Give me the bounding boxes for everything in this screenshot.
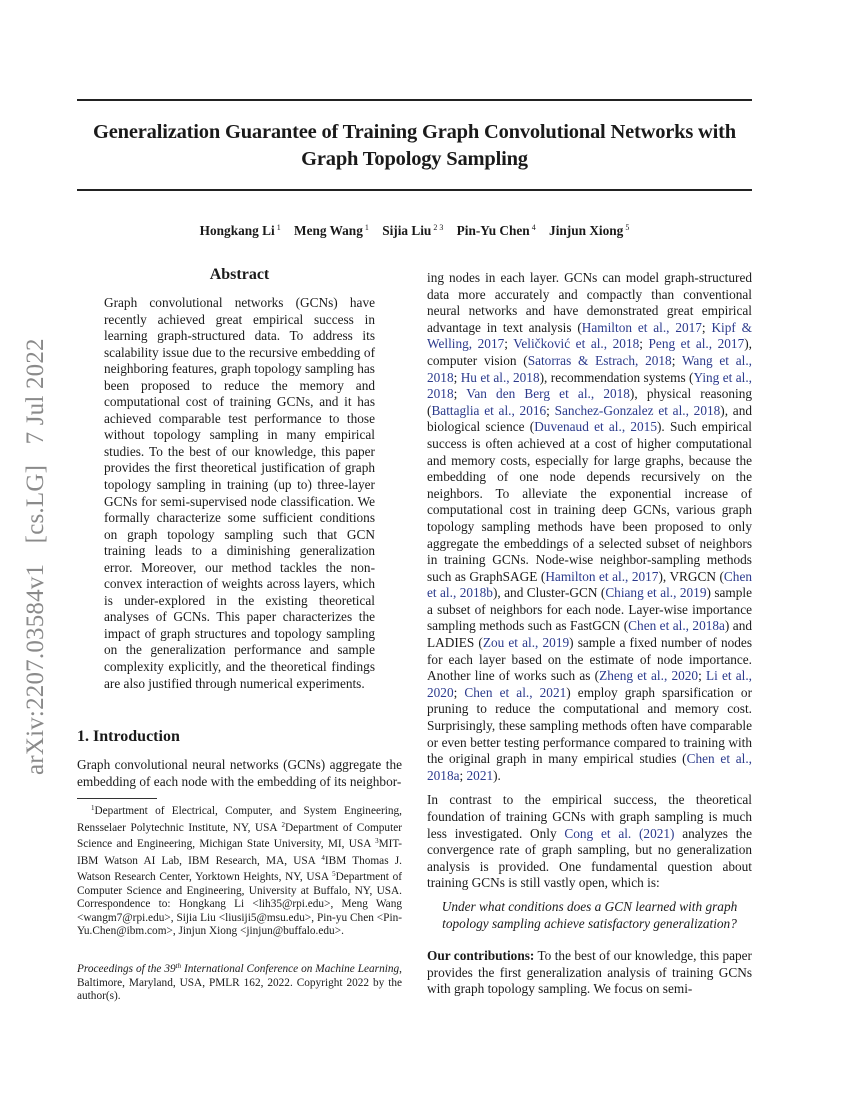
- author-name: Meng Wang: [294, 223, 363, 238]
- author-affiliation-mark: 1: [364, 223, 369, 232]
- arxiv-category: [cs.LG]: [22, 464, 49, 544]
- author-name: Sijia Liu: [382, 223, 432, 238]
- title-line-1: Generalization Guarantee of Training Graph Convolutional Networks with: [93, 121, 736, 143]
- footnote-rule: [77, 798, 157, 799]
- intro-paragraph-1: ing nodes in each layer. GCNs can model graph-structured data more accurately and compactly than conventional neural networks and have demonstrated great empirical advantage in text analysis (Hamilton et al., 2017; Kipf & Welling, 2017; Veličković et al., 2018; Peng et al., 2017), computer vision (Satorras & Estrach, 2018; Wang et al., 2018; Hu et al., 2018), recommendation systems (Ying et al., 2018; Van den Berg et al., 2018), physical reasoning (Battaglia et al., 2016; Sanchez-Gonzalez et al., 2018), and biological science (Duvenaud et al., 2015). Such empirical success is often achieved at a cost of higher computational and memory costs, especially for large graphs, because the embedding of one node depends recursively on the neighbors. To alleviate the exponential increase of computational cost in training deep GCNs, various graph topology sampling methods have been proposed to only aggregate the embeddings of a selected subset of neighbors in training GCNs. Node-wise neighbor-sampling methods such as GraphSAGE (Hamilton et al., 2017), VRGCN (Chen et al., 2018b), and Cluster-GCN (Chiang et al., 2019) sample a subset of neighbors for each node. Layer-wise importance sampling methods such as FastGCN (Chen et al., 2018a) and LADIES (Zou et al., 2019) sample a fixed number of nodes for each layer based on the estimate of node importance. Another line of works such as (Zheng et al., 2020; Li et al., 2020; Chen et al., 2021) employ graph sparsification or pruning to reduce the computational and memory cost. Surprisingly, these sampling methods often have comparable or even better testing performance compared to training with the original graph in many empirical studies (Chen et al., 2018a; 2021).: [427, 270, 753, 783]
- proceedings-venue: [77, 963, 399, 975]
- author-affiliation-mark: 5: [625, 223, 630, 232]
- paper-title: [77, 119, 752, 173]
- author-affiliation-mark: 4: [531, 223, 536, 232]
- author-affiliation-mark: 2 3: [433, 223, 444, 232]
- affiliation-text: MIT-IBM Watson AI Lab, IBM Research, MA, USA: [77, 838, 402, 867]
- citation-link[interactable]: Zou et al., 2019: [482, 635, 570, 651]
- citation-link[interactable]: Chen et al., 2021: [464, 684, 567, 700]
- affiliation-text: IBM Thomas J. Watson Research Center, Yorktown Heights, NY, USA: [77, 854, 402, 884]
- citation-link[interactable]: Chen et al., 2018a: [628, 618, 725, 634]
- citation-link[interactable]: Wang et al., 2018: [427, 352, 752, 385]
- proceedings-details: , Baltimore, Maryland, USA, PMLR 162, 2022. Copyright 2022 by the author(s).: [77, 963, 402, 1003]
- author-affiliation-mark: 1: [276, 223, 281, 232]
- author-name: Hongkang Li: [199, 223, 275, 238]
- arxiv-stamp[interactable]: [20, 305, 52, 775]
- citation-link[interactable]: Hamilton et al., 2017: [581, 319, 702, 335]
- citation-link[interactable]: Van den Berg et al., 2018: [466, 386, 630, 402]
- affiliation-mark: 4: [321, 853, 325, 862]
- contributions-text: To the best of our knowledge, this paper provides the first generalization analysis of training GCNs with graph topology sampling. We focus on semi-: [427, 948, 752, 997]
- affiliation-text: Department of Computer Science and Engineering, University at Buffalo, NY, USA.: [77, 871, 402, 897]
- proceedings-text: International Conference on Machine Learning: [181, 963, 400, 975]
- abstract-heading: Abstract: [209, 266, 270, 283]
- citation-link[interactable]: Ying et al., 2018: [427, 369, 752, 402]
- citation-link[interactable]: Sanchez-Gonzalez et al., 2018: [554, 402, 721, 418]
- contributions-label: Our contributions:: [427, 948, 535, 963]
- citation-link[interactable]: Battaglia et al., 2016: [431, 402, 547, 418]
- citation-link[interactable]: Veličković et al., 2018: [513, 336, 640, 352]
- affiliation-mark: 3: [375, 837, 379, 846]
- author-name: Jinjun Xiong: [549, 223, 624, 238]
- proceedings-note: [77, 960, 402, 1004]
- author: [294, 223, 369, 238]
- author: [382, 223, 443, 238]
- affiliation-mark: 5: [332, 870, 336, 879]
- citation-link[interactable]: Hu et al., 2018: [460, 369, 540, 385]
- affiliation-mark: 1: [91, 804, 95, 812]
- citation-link[interactable]: Kipf & Welling, 2017: [427, 319, 752, 352]
- affiliations: [77, 805, 402, 897]
- citation-link[interactable]: Zheng et al., 2020: [599, 668, 699, 684]
- section-heading-introduction: 1. Introduction: [77, 728, 180, 745]
- citation-link[interactable]: Satorras & Estrach, 2018: [527, 352, 672, 368]
- affiliation-text: Department of Computer Science and Engineering, Michigan State University, MI, USA: [77, 821, 402, 851]
- citation-link[interactable]: Duvenaud et al., 2015: [534, 419, 657, 435]
- proceedings-text: Proceedings of the 39: [77, 963, 176, 975]
- title-bottom-rule: [77, 189, 752, 191]
- research-question: Under what conditions does a GCN learned with graph topology sampling achieve satisfactory generalization?: [441, 899, 738, 931]
- author: [200, 223, 281, 238]
- contributions-paragraph: [427, 948, 752, 998]
- title-top-rule: [77, 99, 752, 101]
- citation-link[interactable]: Chiang et al., 2019: [605, 585, 707, 601]
- author: [457, 223, 536, 238]
- title-line-2: Graph Topology Sampling: [301, 148, 528, 170]
- ordinal-suffix: th: [175, 962, 182, 970]
- citation-link[interactable]: Chen et al., 2018b: [427, 568, 752, 601]
- right-column: [427, 270, 752, 900]
- abstract-body: Graph convolutional networks (GCNs) have recently achieved great empirical success in learning graph-structured data. To address its scalability issue due to the recursive embedding of neighboring features, graph topology sampling has been proposed to reduce the memory and computational cost of training GCNs, and it has achieved comparable test performance to those without topology sampling in many empirical studies. To the best of our knowledge, this paper provides the first theoretical justification of graph topology sampling in training (up to) three-layer GCNs for semi-supervised node classification. We formally characterize some sufficient conditions on graph topology sampling such that GCN training leads to a diminishing generalization error. Moreover, our method tackles the non-convex interaction of weights across layers, which is under-explored in the existing theoretical analyses of GCNs. This paper characterizes the impact of graph structures and topology sampling on the generalization performance and sample complexity explicitly, and the theoretical findings are also justified through numerical experiments.: [104, 295, 375, 691]
- affiliation-text: Department of Electrical, Computer, and System Engineering, Rensselaer Polytechnic Institute, NY, USA: [77, 805, 402, 834]
- citation-link[interactable]: Chen et al., 2018a: [427, 751, 753, 783]
- citation-link[interactable]: Peng et al., 2017: [648, 336, 745, 352]
- citation-link[interactable]: Hamilton et al., 2017: [545, 568, 659, 584]
- citation-link[interactable]: 2021: [466, 767, 494, 783]
- arxiv-date: 7 Jul 2022: [22, 338, 49, 445]
- author-list: [77, 219, 752, 240]
- arxiv-id[interactable]: arXiv:2207.03584v1: [22, 563, 49, 775]
- affiliation-footnote: [77, 802, 402, 939]
- introduction-left-text: Graph convolutional neural networks (GCNs) aggregate the embedding of each node with the embedding of its neighbor-: [77, 757, 402, 789]
- author-name: Pin-Yu Chen: [456, 223, 530, 238]
- author: [549, 223, 629, 238]
- citation-link[interactable]: Li et al., 2020: [427, 668, 752, 700]
- citation-link[interactable]: Cong et al. (2021): [564, 825, 675, 841]
- affiliation-mark: 2: [281, 820, 285, 829]
- intro-paragraph-2: In contrast to the empirical success, the theoretical foundation of training GCNs with graph sampling is much less investigated. Only Cong et al. (2021) analyzes the convergence rate of graph sampling, but no generalization analysis is provided. One fundamental question about training GCNs is still vastly open, which is:: [427, 792, 752, 891]
- correspondence: Correspondence to: Hongkang Li <lih35@rpi.edu>, Meng Wang <wangm7@rpi.edu>, Sijia Liu <liusiji5@msu.edu>, Pin-yu Chen <Pin-Yu.Chen@ibm.com>, Jinjun Xiong <jinjun@buffalo.edu>.: [77, 898, 402, 938]
